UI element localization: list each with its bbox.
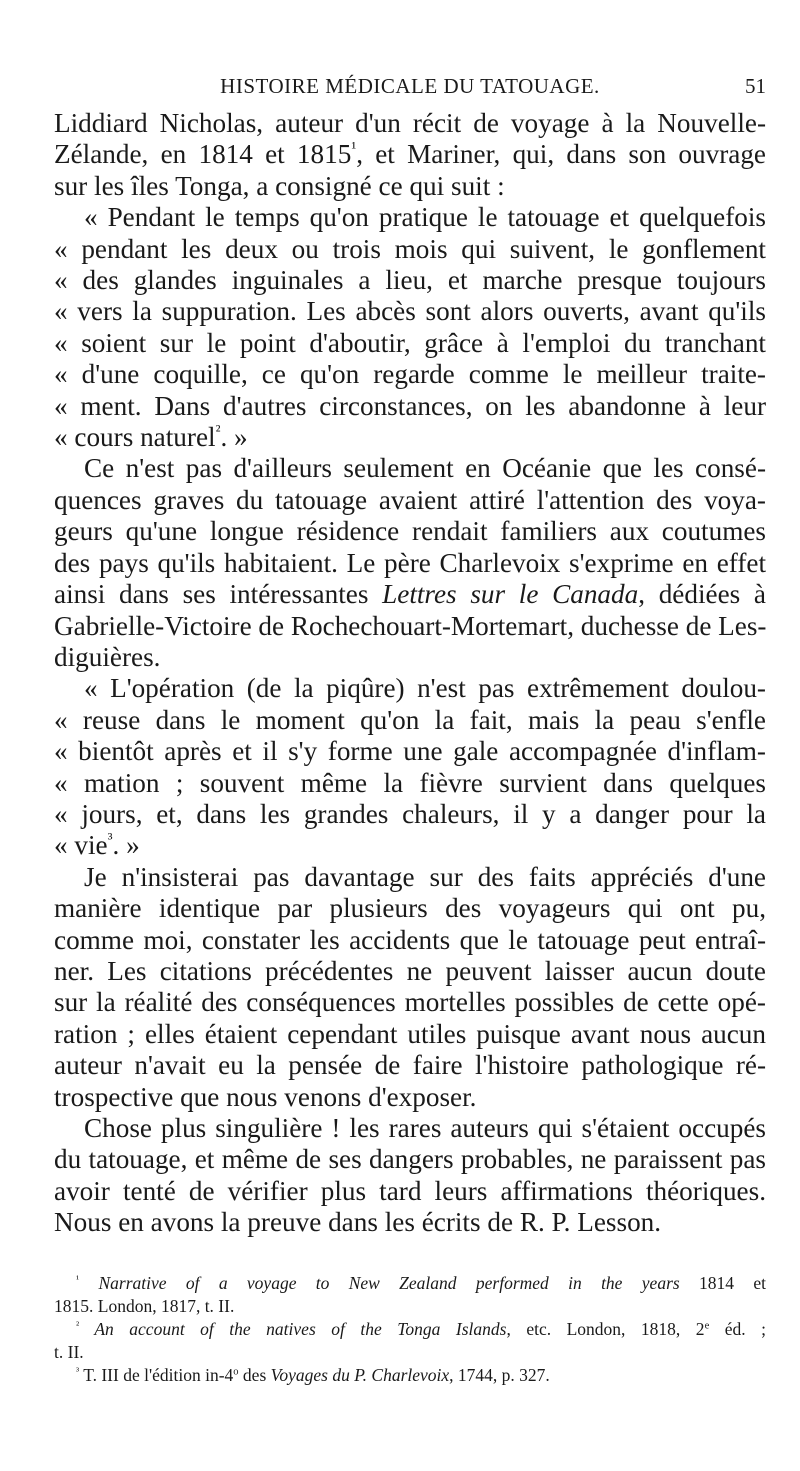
- footnote-mark: ³: [76, 1366, 80, 1378]
- quotation-1: [54, 202, 766, 453]
- text-line: auteur n'avait eu la pensée de faire l'histoire pathologique ré-: [54, 1050, 766, 1081]
- footnote-mark: ¹: [76, 1274, 80, 1286]
- footnote-mark: ²: [76, 1320, 80, 1332]
- text-line: ner. Les citations précédentes ne peuvent laisser aucun doute: [54, 955, 766, 986]
- text-run: , dédiées à: [638, 579, 767, 610]
- quotation-2: [54, 673, 766, 861]
- text-line: [54, 830, 766, 861]
- running-head: HISTOIRE MÉDICALE DU TATOUAGE.: [220, 74, 600, 98]
- text-line: comme moi, constater les accidents que le tatouage peut entraî-: [54, 924, 766, 955]
- text-line: diguières.: [54, 641, 161, 672]
- text-line: Chose plus singulière ! les rares auteurs qui s'étaient occupés: [84, 1113, 766, 1143]
- text-line: Gabrielle-Victoire de Rochechouart-Mortemart, duchesse de Les-: [54, 610, 767, 641]
- footnote-1: [54, 1272, 766, 1318]
- text-line: [54, 422, 766, 453]
- text-line: « reuse dans le moment qu'on la fait, mais la peau s'enfle: [54, 704, 766, 735]
- footnotes: [54, 1272, 766, 1387]
- text-run: « vie: [54, 830, 108, 861]
- text-line: « L'opération (de la piqûre) n'est pas extrêmement doulou-: [84, 673, 766, 704]
- paragraph-3: [54, 862, 766, 1113]
- text-line: « ment. Dans d'autres circonstances, on les abandonne à leur: [54, 390, 766, 421]
- paragraph-1: [54, 108, 766, 202]
- text-line: Ce n'est pas d'ailleurs seulement en Océanie que les consé-: [84, 453, 766, 484]
- text-line: « Pendant le temps qu'on pratique le tatouage et quelquefois: [84, 202, 766, 233]
- footnote-ref: ²: [215, 421, 221, 441]
- text-run: « cours naturel: [54, 422, 216, 453]
- text-line: « bientôt après et il s'y forme une gale accompagnée d'inflam-: [54, 736, 766, 767]
- text-line: avoir tenté de vérifier plus tard leurs affirmations théoriques.: [54, 1175, 766, 1206]
- footnote-title: Voyages du P. Charlevoix: [270, 1365, 450, 1385]
- footnote-ref: ¹: [351, 138, 357, 158]
- footnote-ref: ³: [107, 829, 113, 849]
- text-line: geurs qu'une longue résidence rendait familiers aux coutumes: [54, 516, 766, 547]
- superscript: o: [233, 1366, 239, 1378]
- footnote-line: t. II.: [54, 1342, 84, 1362]
- text-line: sur les îles Tonga, a consigné ce qui suit :: [54, 170, 505, 201]
- footnote-line: [54, 1272, 766, 1295]
- page-number: 51: [745, 74, 766, 98]
- text-line: « soient sur le point d'aboutir, grâce à l'emploi du tranchant: [54, 327, 766, 358]
- text-line: « vers la suppuration. Les abcès sont alors ouverts, avant qu'ils: [54, 296, 766, 327]
- text-line: quences graves du tatouage avaient attiré l'attention des voya-: [54, 484, 766, 515]
- page-header: [54, 74, 766, 104]
- footnote-line: [54, 1318, 766, 1341]
- text-line: Je n'insisterai pas davantage sur des faits appréciés d'une: [84, 861, 766, 892]
- text-run: , 1744, p. 327.: [449, 1365, 550, 1385]
- text-line: des pays qu'ils habitaient. Le père Charlevoix s'exprime en effet: [54, 547, 766, 578]
- text-run: , etc. London, 1818, 2: [506, 1319, 705, 1339]
- paragraph-2: [54, 453, 766, 673]
- text-run: . »: [112, 830, 140, 861]
- text-line: « pendant les deux ou trois mois qui suivent, le gonflement: [54, 233, 766, 264]
- text-line: trospective que nous venons d'exposer.: [54, 1081, 477, 1112]
- text-line: « des glandes inguinales a lieu, et marche presque toujours: [54, 265, 766, 296]
- text-line: ration ; elles étaient cependant utiles puisque avant nous aucun: [54, 1018, 766, 1049]
- superscript: e: [704, 1320, 710, 1332]
- text-line: [54, 579, 766, 610]
- footnote-3: [54, 1364, 766, 1387]
- text-run: 1814 et: [679, 1273, 766, 1293]
- text-line: « d'une coquille, ce qu'on regarde comme le meilleur traite-: [54, 359, 766, 390]
- footnote-line: 1815. London, 1817, t. II.: [54, 1296, 235, 1316]
- footnote-title: An account of the natives of the Tonga Islands: [79, 1319, 507, 1339]
- text-line: « mation ; souvent même la fièvre survient dans quelques: [54, 767, 766, 798]
- body-text: [54, 108, 766, 1239]
- text-line: « jours, et, dans les grandes chaleurs, il y a danger pour la: [54, 798, 766, 829]
- text-run: Zélande, en 1814 et 1815: [54, 139, 352, 170]
- text-run: T. III de l'édition in-4: [79, 1365, 234, 1385]
- text-line: [54, 139, 766, 170]
- text-run: éd. ;: [709, 1319, 766, 1339]
- footnote-line: [54, 1364, 766, 1387]
- text-line: du tatouage, et même de ses dangers probables, ne paraissent pas: [54, 1144, 766, 1175]
- footnote-2: [54, 1318, 766, 1364]
- text-run: ainsi dans ses intéressantes: [54, 579, 383, 610]
- text-run: . »: [220, 422, 248, 453]
- paragraph-4: [54, 1113, 766, 1239]
- text-run: des: [238, 1365, 271, 1385]
- text-line: Liddiard Nicholas, auteur d'un récit de voyage à la Nouvelle-: [54, 108, 766, 138]
- text-run: , et Mariner, qui, dans son ouvrage: [356, 139, 766, 170]
- text-line: sur la réalité des conséquences mortelles possibles de cette opé-: [54, 987, 766, 1018]
- text-line: Nous en avons la preuve dans les écrits de R. P. Lesson.: [54, 1207, 662, 1238]
- book-title: Lettres sur le Canada: [382, 579, 639, 610]
- footnote-title: Narrative of a voyage to New Zealand performed in the years: [79, 1273, 680, 1293]
- text-line: manière identique par plusieurs des voyageurs qui ont pu,: [54, 893, 766, 924]
